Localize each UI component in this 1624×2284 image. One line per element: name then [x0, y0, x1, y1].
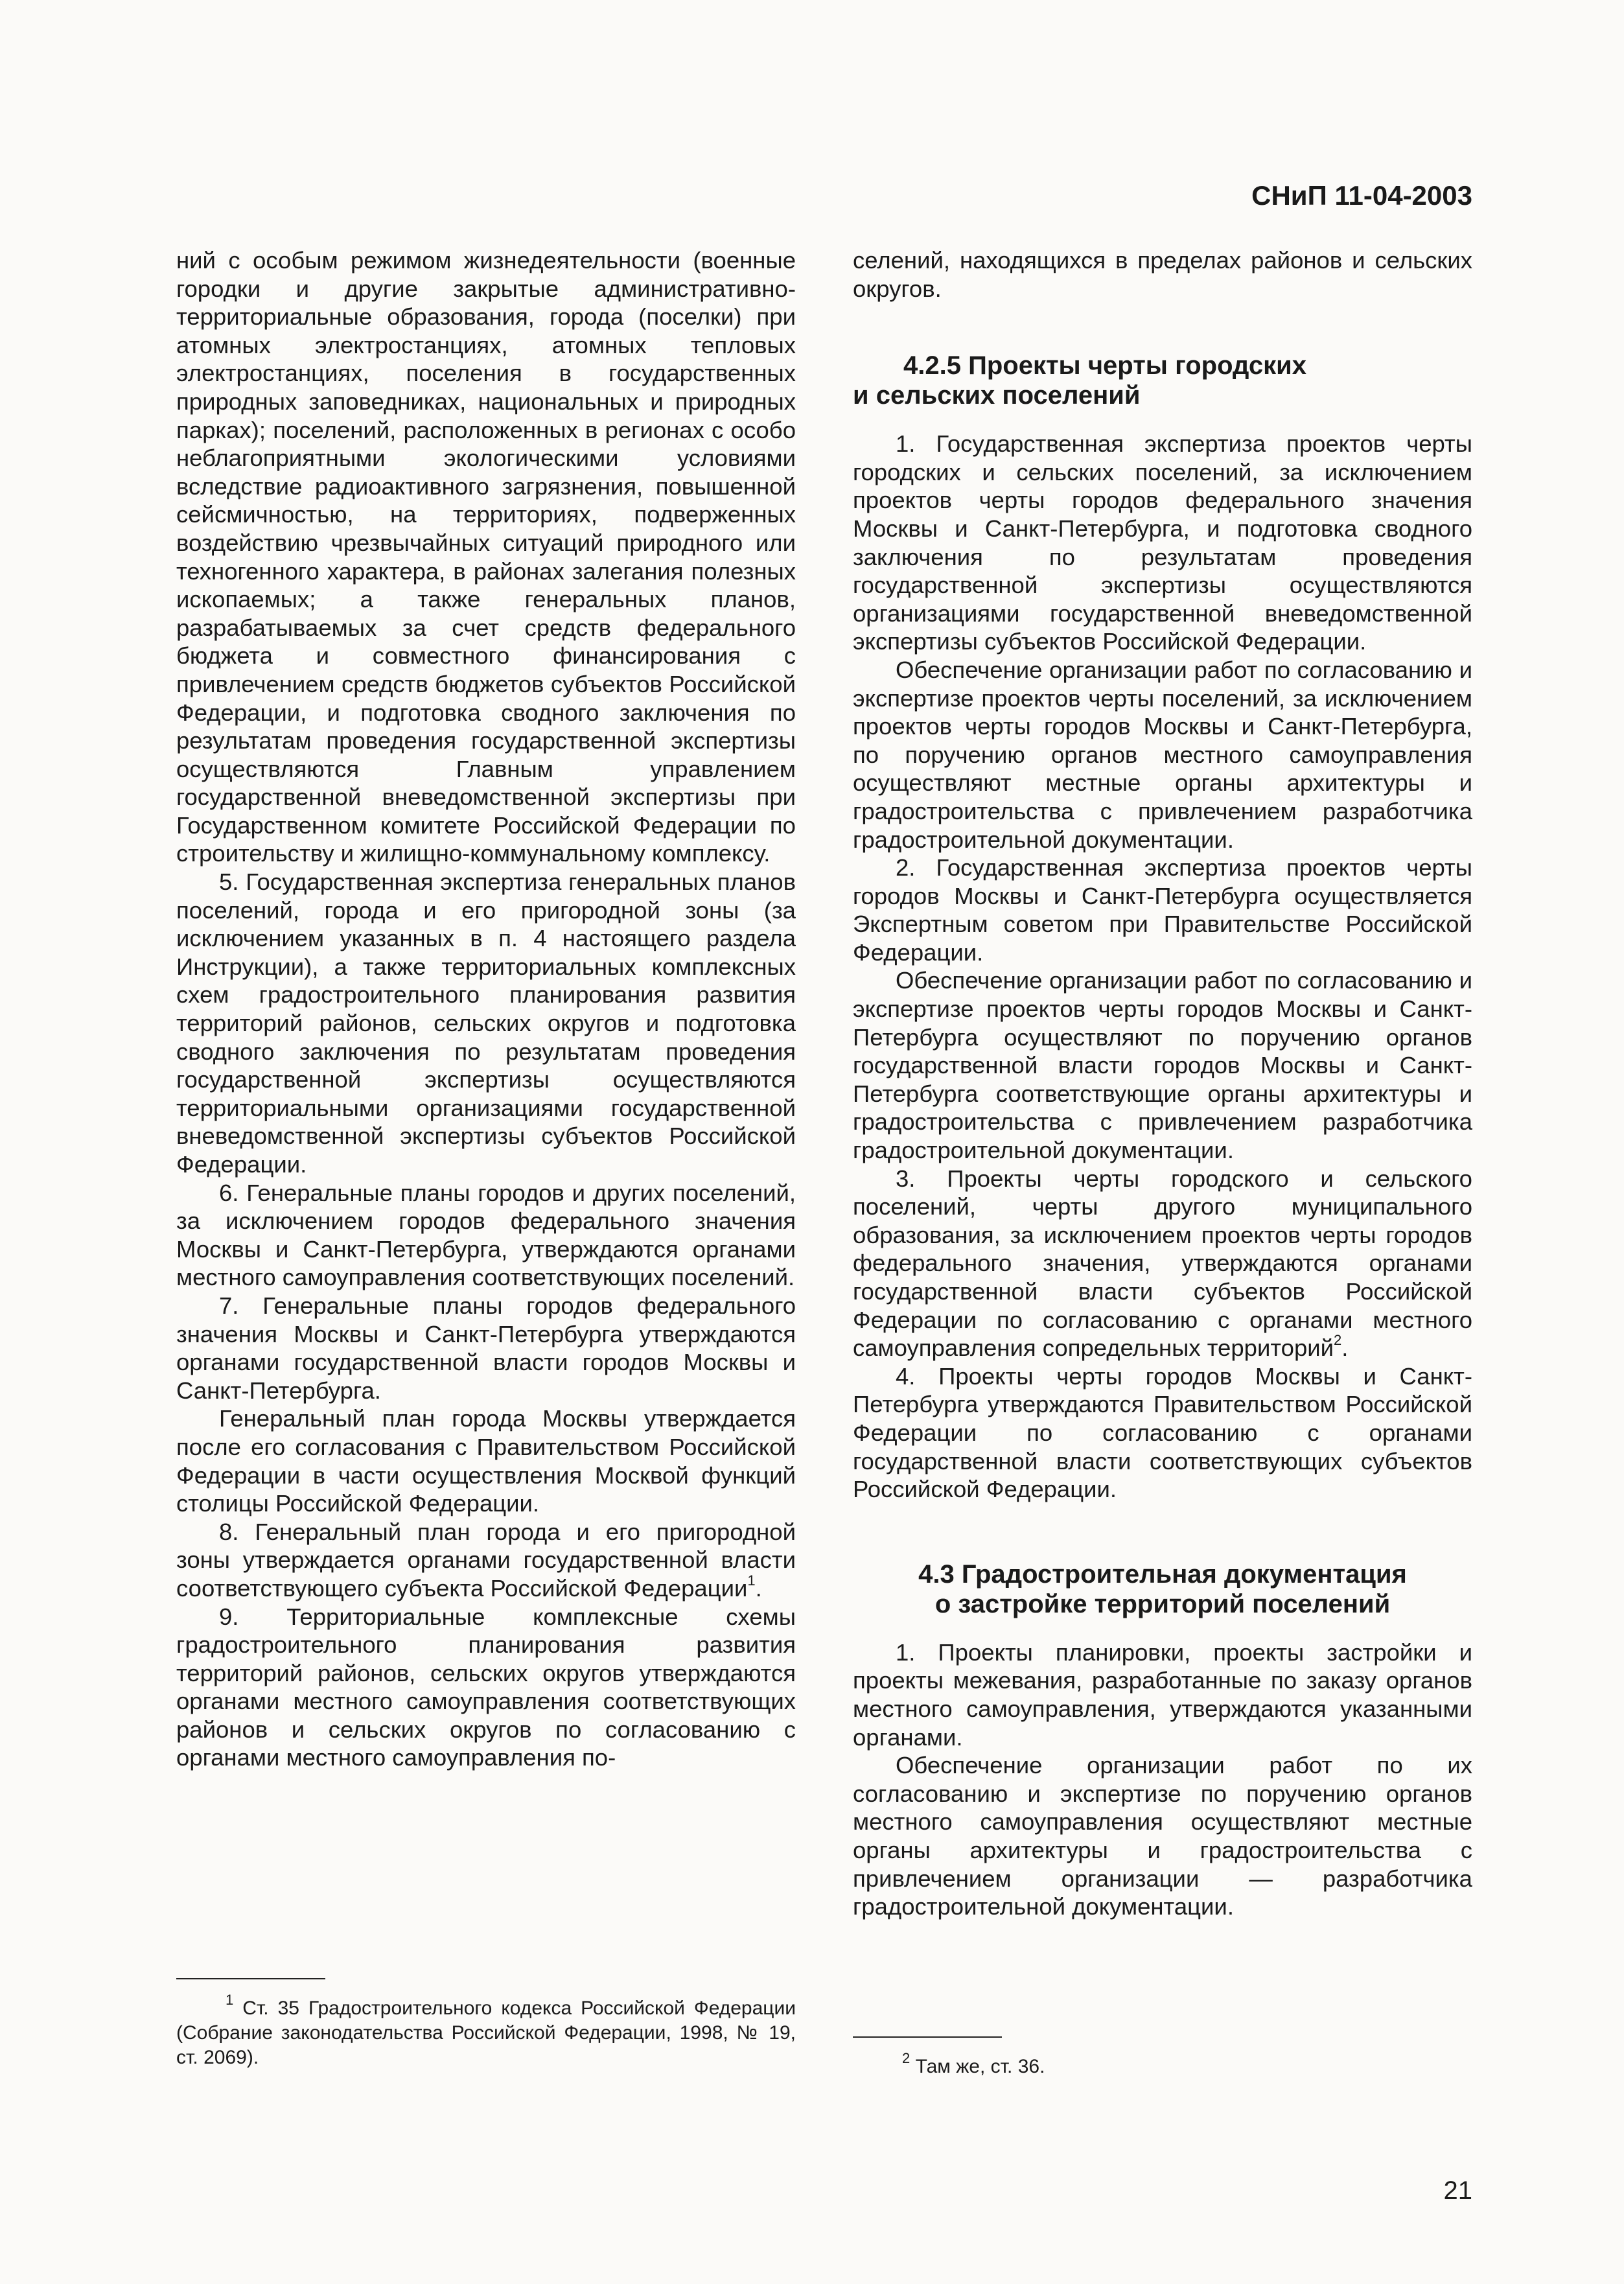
paragraph: 1. Государственная экспертиза проектов черты городских и сельских поселений, за исключением проектов черты городов федерального значения Москвы и Санкт-Петербурга, и подготовка сводного заключения по результатам проведения государственной экспертизы осуществляются организациями государственной вневедомственной экспертизы субъектов Российской Федерации.	[853, 430, 1472, 655]
section-heading-4-3	[853, 1559, 1472, 1619]
left-column	[176, 246, 796, 1772]
section-heading-4-2-5	[853, 351, 1472, 410]
paragraph-tail: .	[1341, 1334, 1349, 1362]
paragraph: 2. Государственная экспертиза проектов черты городов Москвы и Санкт-Петербурга осуществляется Экспертным советом при Правительстве Российской Федерации.	[853, 854, 1472, 966]
page-number: 21	[1443, 2176, 1472, 2205]
footnote-body: Ст. 35 Градостроительного кодекса Российской Федерации (Собрание законодательства Российской Федерации, 1998, № 19, ст. 2069).	[176, 1998, 796, 2068]
right-column	[853, 246, 1472, 1921]
section-heading-line: 4.3 Градостроительная документация	[918, 1559, 1407, 1589]
paragraph: 9. Территориальные комплексные схемы градостроительного планирования развития территорий районов, сельских округов утверждаются органами местного самоуправления соответствующих районов и сельских округов по согласованию с органами местного самоуправления по-	[176, 1603, 796, 1771]
footnote-reference: 1	[747, 1572, 756, 1589]
paragraph-tail: .	[755, 1574, 762, 1602]
section-heading-line: 4.2.5 Проекты черты городских	[903, 351, 1306, 380]
paragraph: Обеспечение организации работ по их согласованию и экспертизе по поручению органов местного самоуправления осуществляют местные органы архитектуры и градостроительства с привлечением организации — разработчика градостроительной документации.	[853, 1752, 1472, 1920]
footnote-divider	[853, 2036, 1002, 2038]
footnote-mark: 1	[226, 1992, 234, 2008]
paragraph: 1. Проекты планировки, проекты застройки и проекты межевания, разработанные по заказу органов местного самоуправления, утверждаются указанными органами.	[853, 1638, 1472, 1751]
paragraph: Генеральный план города Москвы утверждается после его согласования с Правительством Российской Федерации в части осуществления Москвой функций столицы Российской Федерации.	[176, 1405, 796, 1517]
footnote-reference: 2	[1334, 1332, 1342, 1349]
paragraph: 4. Проекты черты городов Москвы и Санкт-Петербурга утверждаются Правительством Российской Федерации по согласованию с органами государственной власти соответствующих субъектов Российской Федерации.	[853, 1362, 1472, 1503]
paragraph: Обеспечение организации работ по согласованию и экспертизе проектов черты городов Москвы и Санкт-Петербурга осуществляют по поручению органов государственной власти городов Москвы и Санкт-Петербурга соответствующие органы архитектуры и градостроительства с привлечением разработчика градостроительной документации.	[853, 967, 1472, 1164]
footnote-text	[853, 2050, 1472, 2079]
footnote-right	[853, 2036, 1472, 2079]
paragraph-text: 8. Генеральный план города и его пригородной зоны утверждается органами государственной власти соответствующего субъекта Российской Федерации	[176, 1518, 796, 1602]
paragraph: 5. Государственная экспертиза генеральных планов поселений, города и его пригородной зоны (за исключением указанных в п. 4 настоящего раздела Инструкции), а также территориальных комплексных схем градостроительного планирования развития территорий районов, сельских округов и подготовка сводного заключения по результатам проведения государственной экспертизы осуществляются территориальными организациями государственной вневедомственной экспертизы субъектов Российской Федерации.	[176, 868, 796, 1178]
paragraph	[853, 1165, 1472, 1362]
section-heading-line: о застройке территорий поселений	[934, 1589, 1391, 1618]
paragraph: Обеспечение организации работ по согласованию и экспертизе проектов черты поселений, за исключением проектов черты городов Москвы и Санкт-Петербурга, по поручению органов местного самоуправления осуществляют местные органы архитектуры и градостроительства с привлечением разработчика градостроительной документации.	[853, 656, 1472, 853]
paragraph: ний с особым режимом жизнедеятельности (военные городки и другие закрытые административно-территориальные образования, города (поселки) при атомных электростанциях, атомных тепловых электростанциях, поселения в государственных природных заповедниках, национальных и природных парках); поселений, расположенных в регионах с особо неблагоприятными экологическими условиями вследствие радиоактивного загрязнения, повышенной сейсмичностью, на территориях, подверженных воздействию чрезвычайных ситуаций природного или техногенного характера, в районах залегания полезных ископаемых; а также генеральных планов, разрабатываемых за счет средств федерального бюджета и совместного финансирования с привлечением средств бюджетов субъектов Российской Федерации, и подготовка сводного заключения по результатам проведения государственной экспертизы осуществляются Главным управлением государственной вневедомственной экспертизы при Государственном комитете Российской Федерации по строительству и жилищно-коммунальному комплексу.	[176, 247, 796, 867]
paragraph-text: 3. Проекты черты городского и сельского поселений, черты другого муниципального образования, за исключением проектов черты городов федерального значения, утверждаются органами государственной власти субъектов Российской Федерации по согласованию с органами местного самоуправления сопредельных территорий	[853, 1165, 1472, 1362]
paragraph: 6. Генеральные планы городов и других поселений, за исключением городов федерального значения Москвы и Санкт-Петербурга, утверждаются органами местного самоуправления соответствующих поселений.	[176, 1179, 796, 1291]
footnote-mark: 2	[902, 2050, 911, 2066]
footnote-left	[176, 1978, 796, 2070]
paragraph: селений, находящихся в пределах районов и сельских округов.	[853, 247, 1472, 302]
paragraph: 7. Генеральные планы городов федерального значения Москвы и Санкт-Петербурга утверждаются органами государственной власти городов Москвы и Санкт-Петербурга.	[176, 1292, 796, 1404]
footnote-text	[176, 1992, 796, 2070]
footnote-divider	[176, 1978, 325, 1979]
footnote-body: Там же, ст. 36.	[915, 2056, 1045, 2077]
section-heading-line: и сельских поселений	[853, 381, 1141, 410]
document-code-header: СНиП 11-04-2003	[1251, 180, 1472, 211]
paragraph	[176, 1518, 796, 1603]
